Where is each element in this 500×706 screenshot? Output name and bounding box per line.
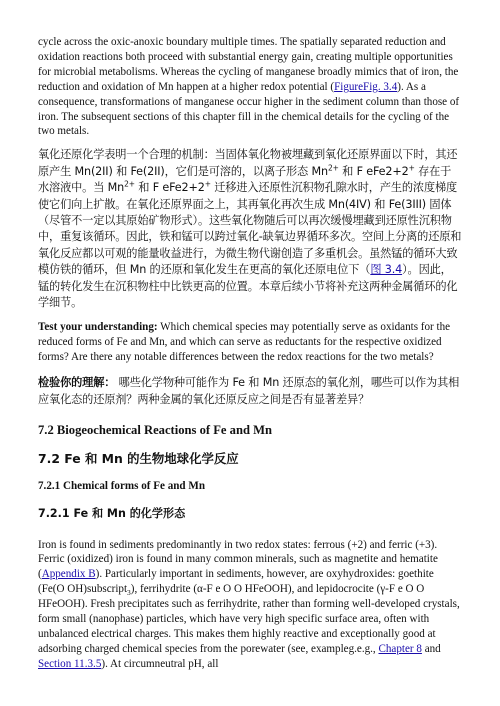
question-text-zh: 哪些化学物种可能作为 Fe 和 Mn 还原态的氧化剂，哪些可以作为其相应氧化态的还原剂？两种金属的氧化还原反应之间是否有显著差异？ xyxy=(38,376,460,406)
section-heading-7-2-en: 7.2 Biogeochemical Reactions of Fe and Mn xyxy=(38,422,273,437)
document-page xyxy=(38,0,462,672)
figure-link-zh[interactable]: 图 3.4 xyxy=(370,263,403,277)
figure-link[interactable]: FigureFig. 3.4 xyxy=(334,80,398,93)
appendix-link[interactable]: Appendix B xyxy=(41,568,96,581)
question-label-zh: 检验你的理解： xyxy=(38,376,116,390)
superscript: 2+ xyxy=(124,179,135,189)
subsection-heading-7-2-1-zh: 7.2.1 Fe 和 Mn 的化学形态 xyxy=(38,506,186,520)
section-link[interactable]: Section 11.3.5 xyxy=(38,657,102,670)
section-heading-7-2-zh: 7.2 Fe 和 Mn 的生物地球化学反应 xyxy=(38,450,239,466)
text-run: 和 F eFe2+2 xyxy=(134,181,205,195)
subscript: 3 xyxy=(127,588,131,598)
text-run: ). As a consequence, transformations of manganese occur higher in the sediment column than those of iron. The subsequent sections of this chapter fill in the chemical details for the cycling of the two metals. xyxy=(38,80,460,138)
subsection-heading-7-2-1-en: 7.2.1 Chemical forms of Fe and Mn xyxy=(38,479,206,492)
text-run: 氧化还原化学表明一个合理的机制：当固体氧化物被埋藏到氧化还原界面以下时，其还原产生 Mn(2II) 和 Fe(2II)，它们是可溶的，以离子形态 Mn xyxy=(38,148,458,178)
text-run: ). At circumneutral pH, all xyxy=(101,657,219,670)
question-en xyxy=(38,320,462,365)
text-run: 和 F eFe2+2 xyxy=(338,164,409,178)
superscript: + xyxy=(408,163,415,173)
text-run: ). Particularly important in sediments, however, are oxyhydroxides: goethite (Fe(O OH)subscript xyxy=(38,568,434,596)
superscript: + xyxy=(204,179,211,189)
question-text: Which chemical species may potentially serve as oxidants for the reduced forms of Fe and Mn, and which can serve as reductants for the respective oxidized forms? Are there any notable differences between the redox reactions for the two metals? xyxy=(38,321,451,364)
text-run: and xyxy=(421,642,441,655)
question-zh xyxy=(38,375,462,408)
text-run: ）。因此，锰的转化发生在沉积物柱中比铁更高的位置。本章后续小节将补充这两种金属循环的化学细节。 xyxy=(38,263,458,309)
text-run: cycle across the oxic-anoxic boundary multiple times. The spatially separated reduction and oxidation reactions both proceed with substantial energy gain, creating multiple opportunities for microbial metabolisms. Whereas the cycling of manganese broadly mimics that of iron, the reduction and oxidation of Mn happen at a higher redox potential ( xyxy=(38,36,459,93)
chapter-link[interactable]: Chapter 8 xyxy=(378,642,422,655)
question-label: Test your understanding: xyxy=(38,321,158,334)
paragraph-redox-cycling-en xyxy=(38,35,462,139)
text-run: ), ferrihydrite (α-F e O O HFeOOH), and lepidocrocite (γ-F e O O HFeOOH). Fresh precipitates such as ferrihydrite, rather than forming well-developed crystals, form small (nanophase) particles, which have very high specific surface area, often with unbalanced electrical charges. This makes them highly reactive and exceptionally good at adsorbing charged chemical species from the porewater (see, exampleg.e.g., xyxy=(38,583,460,655)
superscript: 2+ xyxy=(327,163,339,173)
text-run: Iron is found in sediments predominantly in two redox states: ferrous (+2) and ferric (+3). Ferric (oxidized) iron is found in many common minerals, such as magnetite and hematite ( xyxy=(38,538,438,581)
text-run: 迁移进入还原性沉积物孔隙水时，产生的浓度梯度使它们向上扩散。在氧化还原界面之上，其再氧化再次生成 Mn(4IV) 和 Fe(3III) 固体（尽管不一定以其原始矿物形式）。这些氧化物随后可以再次缓慢埋藏到还原性沉积物中，重复该循环。因此，铁和锰可以跨过氧化-缺氧边界循环多次。空间上分离的还原和氧化反应都以可观的能量收益进行，为微生物代谢创造了多重机会。虽然锰的循环大致模仿铁的循环，但 Mn 的还原和氧化发生在更高的氧化还原电位下（ xyxy=(38,181,462,277)
text-run: 存在于水溶液中。当 Mn xyxy=(38,164,452,195)
paragraph-iron-forms xyxy=(38,538,462,672)
paragraph-redox-cycling-zh xyxy=(38,147,462,311)
